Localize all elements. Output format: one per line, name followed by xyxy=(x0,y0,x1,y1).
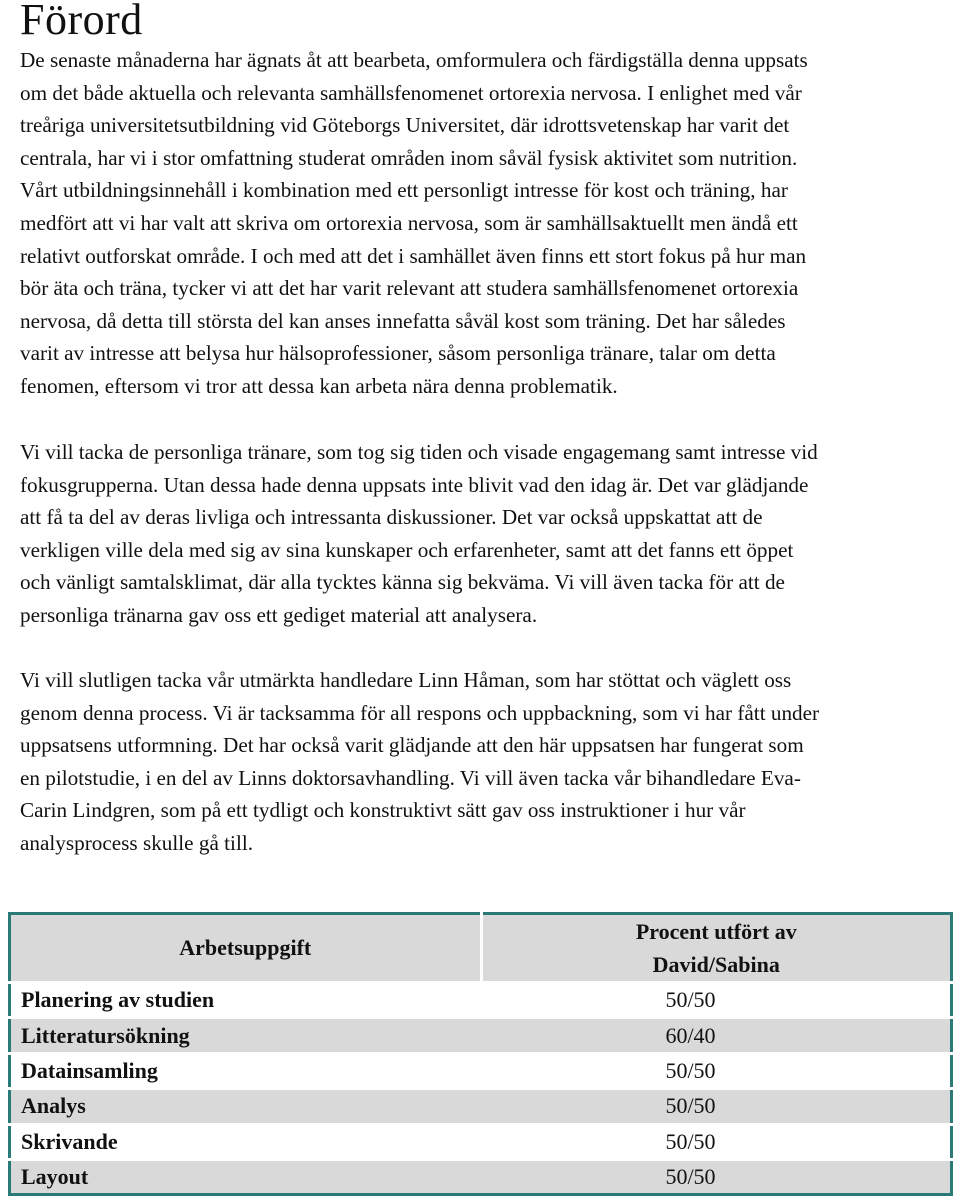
header-share-line1: Procent utfört av xyxy=(635,919,797,944)
row-share: 50/50 xyxy=(481,983,952,1018)
header-share xyxy=(481,914,952,983)
text-line: analysprocess skulle gå till. xyxy=(20,830,254,855)
text-line: De senaste månaderna har ägnats åt att bearbeta, omformulera och färdigställa denna uppsats xyxy=(20,48,808,72)
table-row xyxy=(10,1159,952,1194)
text-line: bör äta och träna, tycker vi att det har varit relevant att studera samhällsfenomenet ortorexia xyxy=(20,276,799,301)
row-task: Skrivande xyxy=(10,1124,482,1159)
table-row xyxy=(10,1053,952,1088)
text-line: genom denna process. Vi är tacksamma för all respons och uppbackning, som vi har fått under xyxy=(20,700,820,725)
text-line: fenomen, eftersom vi tror att dessa kan arbeta nära denna problematik. xyxy=(20,373,618,398)
header-share-line2: David/Sabina xyxy=(652,952,780,977)
paragraph-thanks-supervisors xyxy=(20,664,955,860)
text-line: verkligen ville dela med sig av sina kunskaper och erfarenheter, samt att det fanns ett öppet xyxy=(20,537,794,562)
work-distribution-table xyxy=(8,912,953,1196)
row-share: 50/50 xyxy=(481,1124,952,1159)
header-task: Arbetsuppgift xyxy=(10,914,482,983)
page-title: Förord xyxy=(20,0,143,44)
row-share: 50/50 xyxy=(481,1159,952,1194)
text-line: centrala, har vi i stor omfattning studerat områden inom såväl fysisk aktivitet som nutrition. xyxy=(20,145,798,170)
row-task: Analys xyxy=(10,1089,482,1124)
text-line: treåriga universitetsutbildning vid Göteborgs Universitet, där idrottsvetenskap har varit det xyxy=(20,113,790,138)
table-header-row xyxy=(10,914,952,983)
row-share: 60/40 xyxy=(481,1018,952,1053)
row-task: Datainsamling xyxy=(10,1053,482,1088)
text-line: varit av intresse att belysa hur hälsoprofessioner, såsom personliga tränare, talar om detta xyxy=(20,341,776,366)
text-line: Carin Lindgren, som på ett tydligt och konstruktivt sätt gav oss instruktioner i hur vår xyxy=(20,798,746,823)
row-task: Litteratursökning xyxy=(10,1018,482,1053)
text-line: medfört att vi har valt att skriva om ortorexia nervosa, som är samhällsaktuellt men ändå ett xyxy=(20,210,798,235)
table-row xyxy=(10,1089,952,1124)
text-line: Vi vill tacka de personliga tränare, som tog sig tiden och visade engagemang samt intresse vid xyxy=(20,440,818,464)
text-line: Vårt utbildningsinnehåll i kombination med ett personligt intresse för kost och träning, har xyxy=(20,178,788,203)
row-task: Planering av studien xyxy=(10,983,482,1018)
row-share: 50/50 xyxy=(481,1089,952,1124)
text-line: en pilotstudie, i en del av Linns doktorsavhandling. Vi vill även tacka vår bihandledare Eva- xyxy=(20,765,801,790)
text-line: relativt outforskat område. I och med att det i samhället även finns ett stort fokus på hur man xyxy=(20,243,807,268)
paragraph-intro xyxy=(20,44,955,403)
text-line: att få ta del av deras livliga och intressanta diskussioner. Det var också uppskattat att de xyxy=(20,505,763,530)
table-row xyxy=(10,1124,952,1159)
text-line: Vi vill slutligen tacka vår utmärkta handledare Linn Håman, som har stöttat och väglett oss xyxy=(20,668,792,692)
row-share: 50/50 xyxy=(481,1053,952,1088)
text-line: fokusgrupperna. Utan dessa hade denna uppsats inte blivit vad den idag är. Det var glädjande xyxy=(20,472,809,497)
paragraph-thanks-trainers xyxy=(20,436,955,632)
text-line: personliga tränarna gav oss ett gediget material att analysera. xyxy=(20,602,538,627)
text-line: om det både aktuella och relevanta samhällsfenomenet ortorexia nervosa. I enlighet med vår xyxy=(20,80,802,105)
text-line: uppsatsens utformning. Det har också varit glädjande att den här uppsatsen har fungerat som xyxy=(20,733,804,758)
text-line: och vänligt samtalsklimat, där alla tycktes känna sig bekväma. Vi vill även tacka för att de xyxy=(20,570,785,595)
row-task: Layout xyxy=(10,1159,482,1194)
text-line: nervosa, då detta till största del kan anses innefatta såväl kost som träning. Det har således xyxy=(20,308,786,333)
table-row xyxy=(10,1018,952,1053)
table-row xyxy=(10,983,952,1018)
